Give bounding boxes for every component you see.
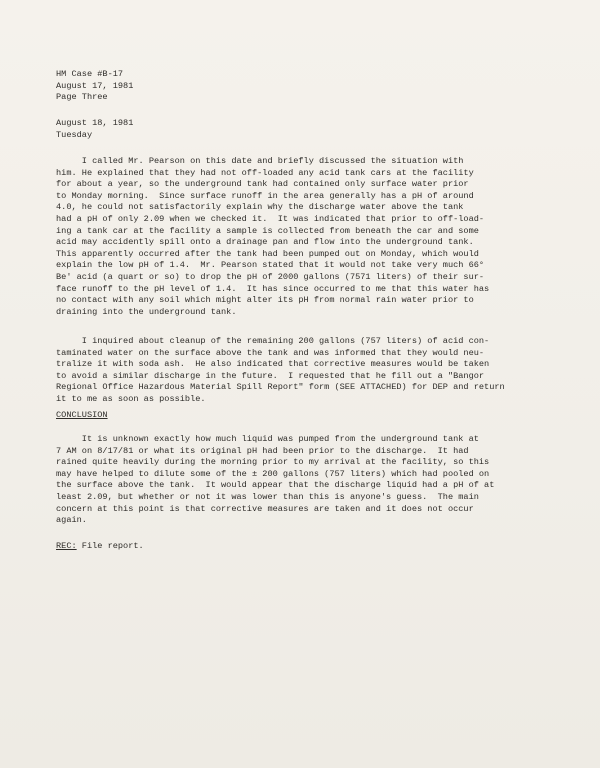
rec-text: File report.: [76, 541, 144, 551]
recommendation-line: [56, 541, 556, 553]
text-line: it to me as soon as possible.: [56, 393, 206, 404]
text-line: 4.0, he could not satisfactorily explain why the discharge water above the tank: [56, 202, 464, 213]
text-line: again.: [56, 515, 87, 526]
text-line: It is unknown exactly how much liquid was pumped from the underground tank at: [56, 434, 479, 444]
case-number: HM Case #B-17: [56, 69, 124, 79]
text-line: to avoid a similar discharge in the future. I requested that he fill out a "Bangor: [56, 370, 485, 381]
text-line: ing a tank car at the facility a sample is collected from beneath the car and some: [56, 225, 479, 236]
entry-date-block: [56, 118, 556, 141]
text-line: tralize it with soda ash. He also indicated that corrective measures would be taken: [56, 359, 490, 370]
recommendation: [56, 541, 556, 553]
rec-label: REC:: [56, 541, 77, 551]
conclusion-heading: CONCLUSION: [56, 410, 108, 420]
text-line: rained quite heavily during the morning prior to my arrival at the facility, so this: [56, 457, 490, 468]
text-line: may have helped to dilute some of the ± 200 gallons (757 liters) which had pooled on: [56, 468, 490, 479]
conclusion-heading-block: [56, 410, 556, 422]
entry-date: August 18, 1981: [56, 118, 134, 128]
header-date: August 17, 1981: [56, 80, 134, 91]
text-line: concern at this point is that corrective measures are taken and it does not occur: [56, 503, 474, 514]
text-line: acid may accidently spill onto a drainage pan and flow into the underground tank.: [56, 237, 474, 248]
text-line: This apparently occurred after the tank had been pumped out on Monday, which would: [56, 248, 479, 259]
page-number: Page Three: [56, 92, 108, 103]
paragraph-3: [56, 434, 556, 527]
text-line: the surface above the tank. It would appear that the discharge liquid had a pH of at: [56, 480, 495, 491]
text-line: explain the low pH of 1.4. Mr. Pearson stated that it would not take very much 66°: [56, 260, 485, 271]
entry-day: Tuesday: [56, 129, 93, 140]
text-line: him. He explained that they had not off-loaded any acid tank cars at the facility: [56, 167, 474, 178]
text-line: no contact with any soil which might alter its pH from normal rain water prior to: [56, 295, 474, 306]
text-line: to Monday morning. Since surface runoff in the area generally has a pH of around: [56, 190, 474, 201]
header-block: [56, 69, 556, 104]
text-line: Regional Office Hazardous Material Spill Report" form (SEE ATTACHED) for DEP and return: [56, 382, 505, 393]
text-line: I inquired about cleanup of the remaining 200 gallons (757 liters) of acid con-: [56, 336, 490, 346]
text-line: least 2.09, but whether or not it was lower than this is anyone's guess. The main: [56, 491, 479, 502]
text-line: face runoff to the pH level of 1.4. It has since occurred to me that this water has: [56, 283, 490, 294]
text-line: taminated water on the surface above the tank and was informed that they would neu-: [56, 347, 485, 358]
text-line: I called Mr. Pearson on this date and briefly discussed the situation with: [56, 156, 464, 166]
text-line: Be' acid (a quart or so) to drop the pH of 2000 gallons (7571 liters) of their sur-: [56, 271, 485, 282]
text-line: had a pH of only 2.09 when we checked it. It was indicated that prior to off-load-: [56, 213, 485, 224]
paragraph-2: [56, 336, 556, 406]
text-line: draining into the underground tank.: [56, 306, 237, 317]
text-line: 7 AM on 8/17/81 or what its original pH had been prior to the discharge. It had: [56, 445, 469, 456]
paragraph-1: [56, 156, 556, 318]
text-line: for about a year, so the underground tank had contained only surface water prior: [56, 179, 469, 190]
